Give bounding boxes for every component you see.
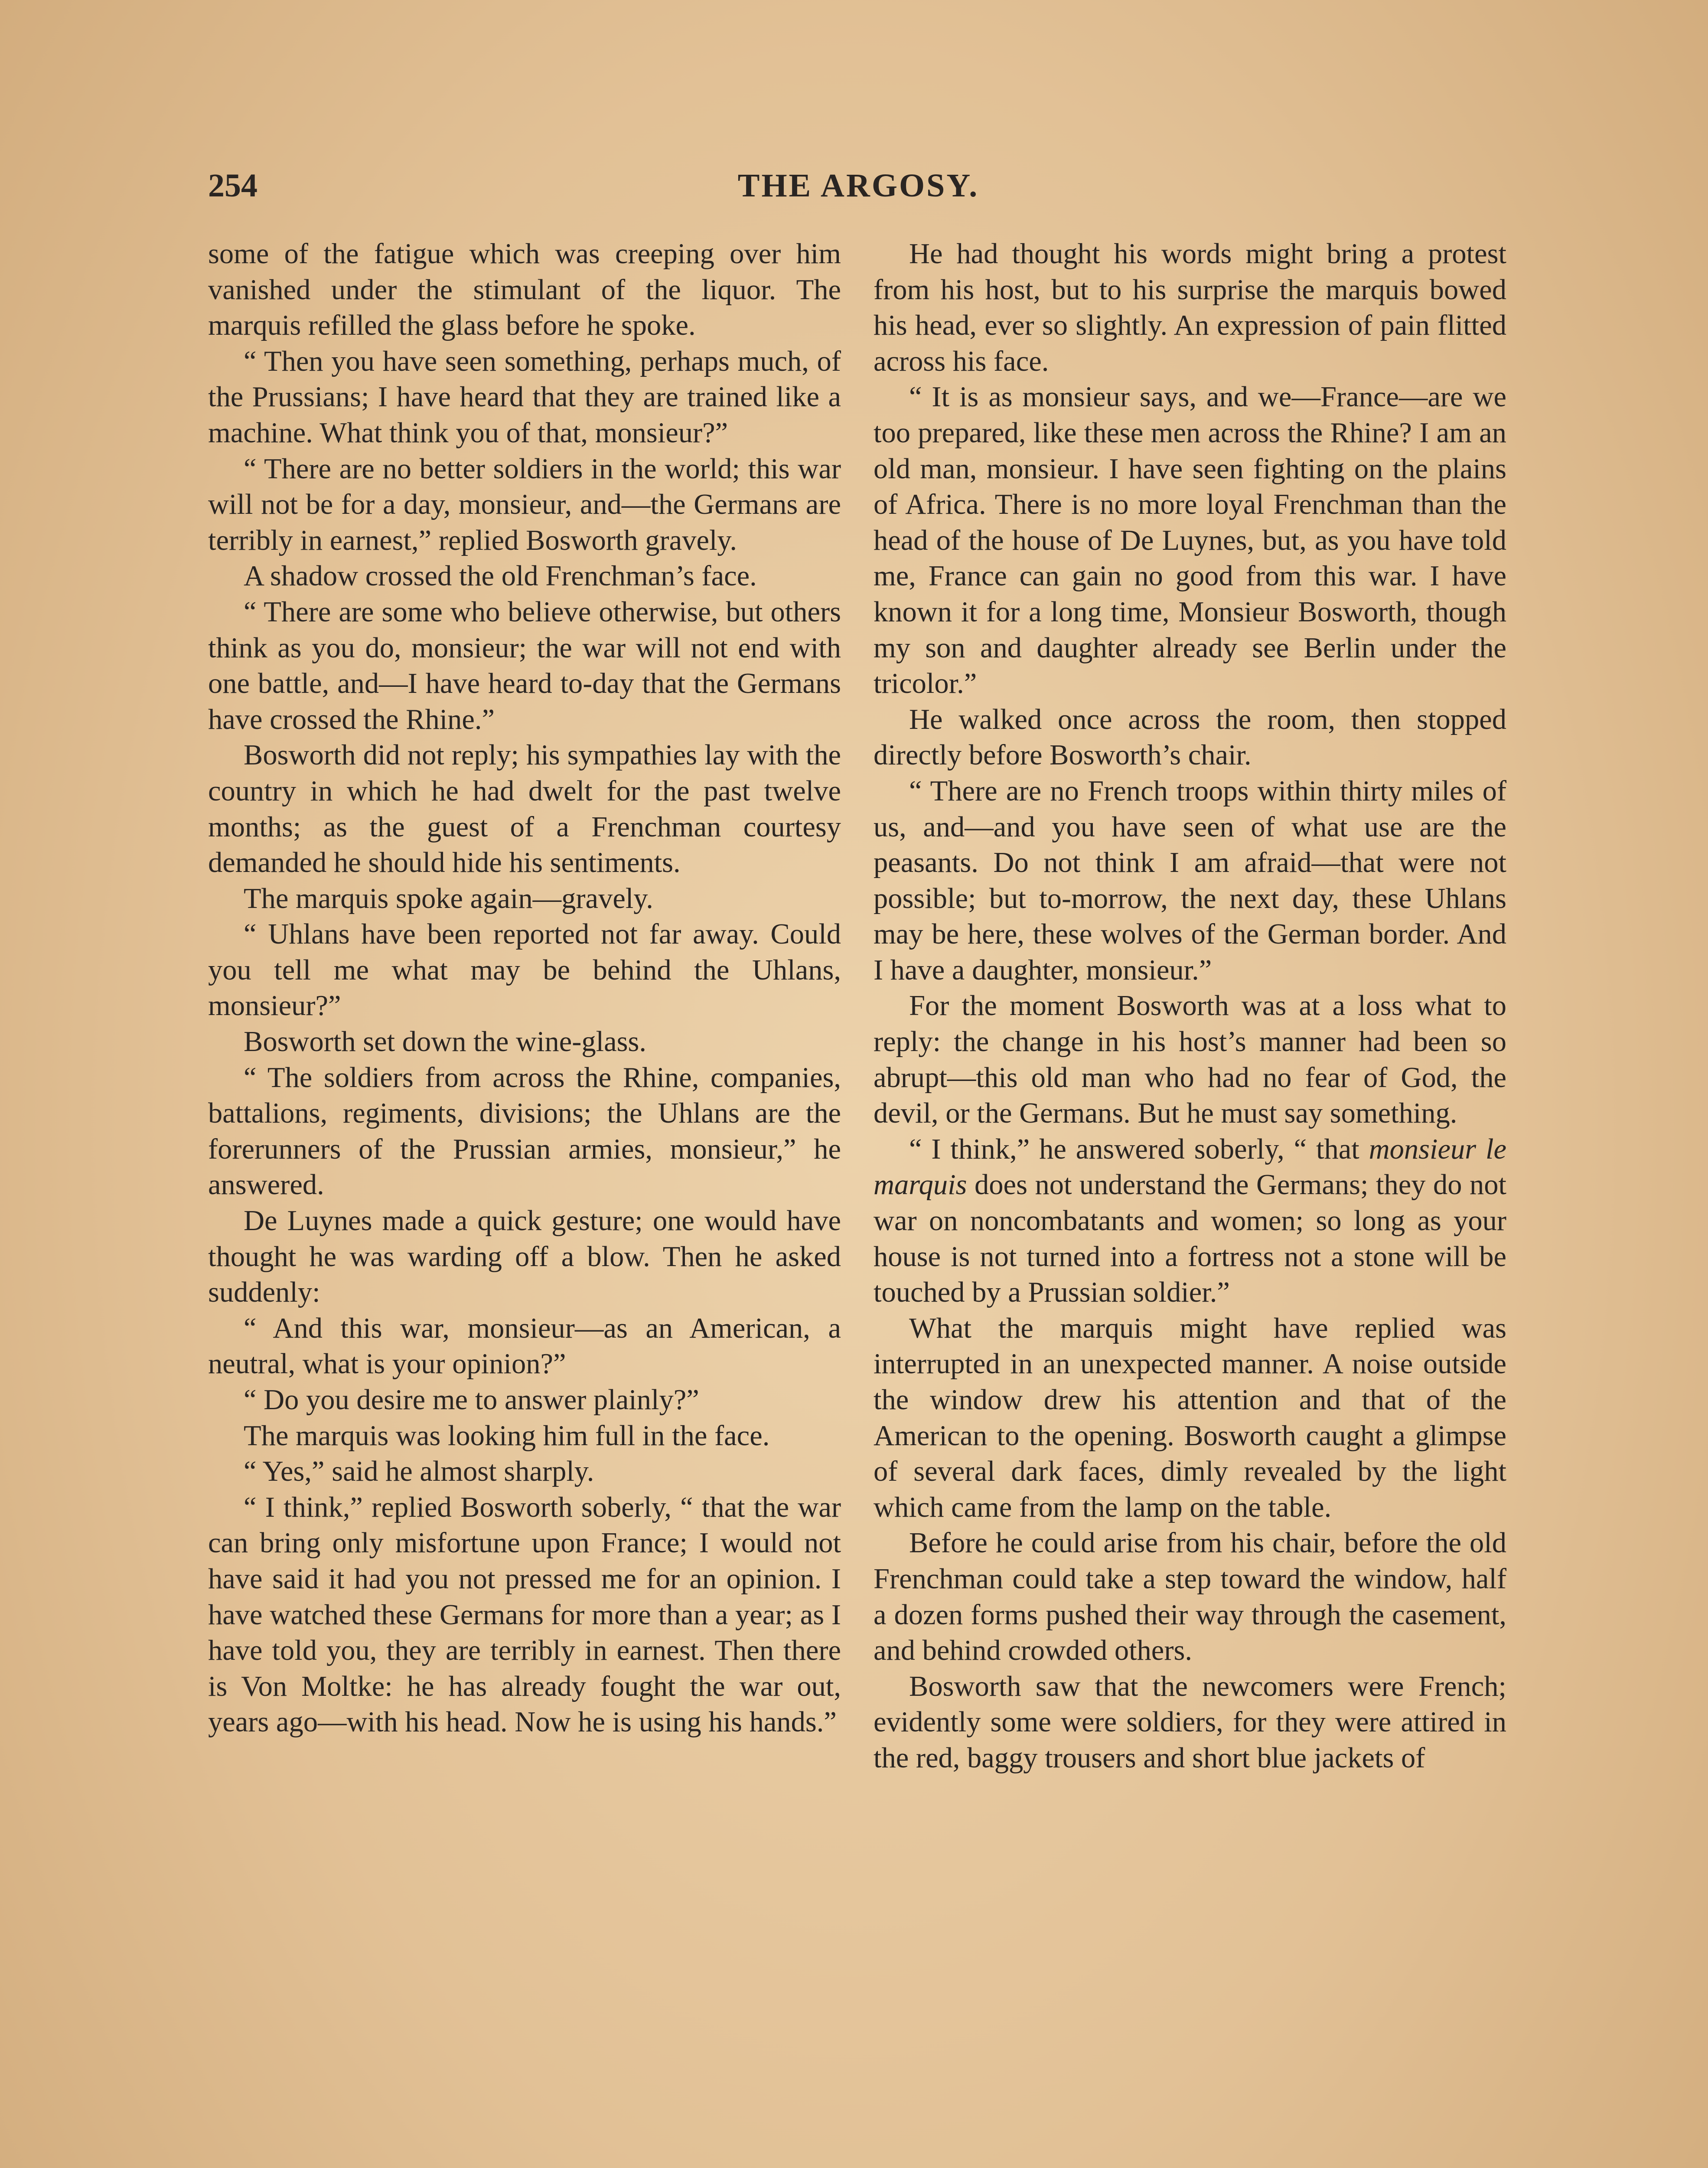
right-column — [874, 236, 1506, 1776]
paragraph: He walked once across the room, then stopped directly before Bosworth’s chair. — [874, 703, 1506, 771]
paragraph: “ Do you desire me to answer plainly?” — [244, 1384, 699, 1416]
paragraph: Before he could arise from his chair, before the old Frenchman could take a step toward the window, half a dozen forms pushed their way through the casement, and behind crowded others. — [874, 1527, 1506, 1667]
paragraph: “ The soldiers from across the Rhine, companies, battalions, regiments, divisions; the Uhlans are the forerunners of the Prussian armies, monsieur,” he answered. — [208, 1061, 841, 1201]
paragraph: The marquis spoke again—gravely. — [244, 882, 653, 914]
page-header — [208, 167, 1509, 215]
paragraph: “ Uhlans have been reported not far away. Could you tell me what may be behind the Uhlans, monsieur?” — [208, 918, 841, 1022]
paragraph: “ It is as monsieur says, and we—France—are we too prepared, like these men across the Rhine? I am an old man, monsieur. I have seen fighting on the plains of Africa. There is no more loyal Frenchman than the head of the house of De Luynes, but, as you have told me, France can gain no good from this war. I have known it for a long time, Monsieur Bosworth, though my son and daughter already see Berlin under the tricolor.” — [874, 381, 1506, 700]
paragraph: “ And this war, monsieur—as an American, a neutral, what is your opinion?” — [208, 1312, 841, 1380]
paragraph: “ There are some who believe otherwise, but others think as you do, monsieur; the war will not end with one battle, and—I have heard to-day that the Germans have crossed the Rhine.” — [208, 596, 841, 735]
paragraph: “ Then you have seen something, perhaps much, of the Prussians; I have heard that they are trained like a machine. What think you of that, monsieur?” — [208, 345, 841, 449]
text-run: does not understand the Germans; they do not war on noncombatants and women; so long as your house is not turned into a fortress not a stone will be touched by a Prussian soldier.” — [874, 1169, 1506, 1309]
paragraph: “ I think,” replied Bosworth soberly, “ that the war can bring only misfortune upon France; I would not have said it had you not pressed me for an opinion. I have watched these Germans for more than a year; as I have told you, they are terribly in earnest. Then there is Von Moltke: he has already fought the war out, years ago—with his head. Now he is using his hands.” — [208, 1491, 841, 1738]
left-column — [208, 236, 841, 1740]
page-number: 254 — [208, 167, 258, 204]
paragraph: A shadow crossed the old Frenchman’s face. — [244, 560, 757, 592]
paragraph: “ Yes,” said he almost sharply. — [244, 1456, 594, 1488]
paragraph: Bosworth set down the wine-glass. — [244, 1026, 647, 1058]
running-title: THE ARGOSY. — [737, 167, 979, 204]
paragraph: “ There are no French troops within thirty miles of us, and—and you have seen of what use are the peasants. Do not think I am afraid—that were not possible; but to-morrow, the next day, these Uhlans may be here, these wolves of the German border. And I have a daughter, monsieur.” — [874, 775, 1506, 986]
paragraph: some of the fatigue which was creeping over him vanished under the stimulant of the liquor. The marquis refilled the glass before he spoke. — [208, 238, 841, 342]
paragraph — [874, 1132, 1506, 1311]
paragraph: Bosworth saw that the newcomers were French; evidently some were soldiers, for they were attired in the red, baggy trousers and short blue jackets of — [874, 1670, 1506, 1774]
paragraph: The marquis was looking him full in the face. — [244, 1420, 770, 1452]
paragraph: Bosworth did not reply; his sympathies lay with the country in which he had dwelt for the past twelve months; as the guest of a Frenchman courtesy demanded he should hide his sentiments. — [208, 739, 841, 879]
paragraph: “ There are no better soldiers in the world; this war will not be for a day, monsieur, and—the Germans are terribly in earnest,” replied Bosworth gravely. — [208, 453, 841, 556]
italic-phrase: monsieur le marquis — [874, 1133, 1506, 1201]
paragraph: He had thought his words might bring a protest from his host, but to his surprise the marquis bowed his head, ever so slightly. An expression of pain flitted across his face. — [874, 238, 1506, 377]
paragraph: For the moment Bosworth was at a loss what to reply: the change in his host’s manner had been so abrupt—this old man who had no fear of God, the devil, or the Germans. But he must say something. — [874, 990, 1506, 1130]
paragraph: What the marquis might have replied was interrupted in an unexpected manner. A noise outside the window drew his attention and that of the American to the opening. Bosworth caught a glimpse of several dark faces, dimly revealed by the light which came from the lamp on the table. — [874, 1312, 1506, 1523]
paragraph: De Luynes made a quick gesture; one would have thought he was warding off a blow. Then he asked suddenly: — [208, 1205, 841, 1309]
text-run: “ I think,” he answered soberly, “ that — [909, 1133, 1369, 1165]
